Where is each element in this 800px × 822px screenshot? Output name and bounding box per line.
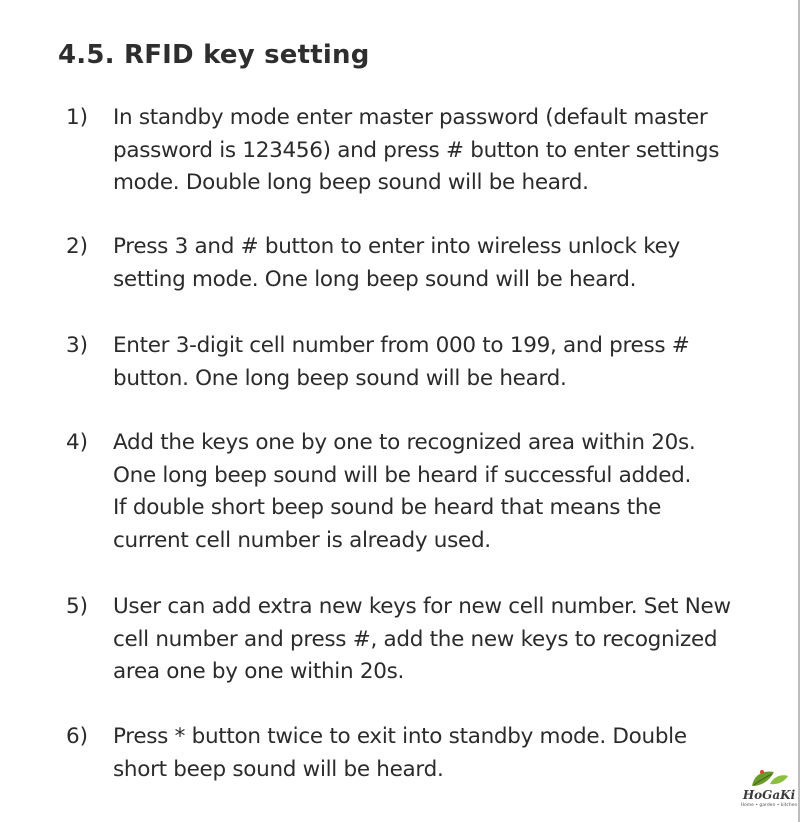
step-text: Add the keys one by one to recognized area within 20s. One long beep sound will be heard if successful added. If double short beep sound be heard that means the current cell number is already used. — [113, 430, 696, 553]
step-text: In standby mode enter master password (default master password is 123456) and press # button to enter settings mode. Double long beep sound will be heard. — [113, 105, 720, 195]
watermark-brand: HoGaKi — [742, 788, 796, 802]
step-number: 1) — [66, 105, 89, 130]
step-item-1 — [66, 102, 766, 200]
step-item-4 — [66, 427, 766, 557]
step-number: 6) — [66, 724, 89, 749]
step-text: Enter 3-digit cell number from 000 to 199, and press # button. One long beep sound will be heard. — [113, 333, 690, 391]
step-text: Press 3 and # button to enter into wireless unlock key setting mode. One long beep sound will be heard. — [113, 234, 680, 292]
step-item-3 — [66, 330, 766, 395]
step-number: 5) — [66, 594, 89, 619]
watermark-tagline: Home • garden • kitchen — [740, 803, 798, 808]
step-text: User can add extra new keys for new cell number. Set New cell number and press #, add the new keys to recognized area one by one within 20s. — [113, 594, 731, 684]
step-number: 2) — [66, 234, 89, 259]
leaf-logo-icon — [740, 766, 798, 790]
watermark-logo — [740, 766, 798, 812]
step-number: 4) — [66, 430, 89, 455]
step-number: 3) — [66, 333, 89, 358]
section-title: 4.5. RFID key setting — [58, 40, 370, 70]
step-item-5 — [66, 591, 766, 689]
step-text: Press * button twice to exit into standby mode. Double short beep sound will be heard. — [113, 724, 687, 782]
step-item-2 — [66, 231, 766, 296]
step-item-6 — [66, 721, 766, 786]
